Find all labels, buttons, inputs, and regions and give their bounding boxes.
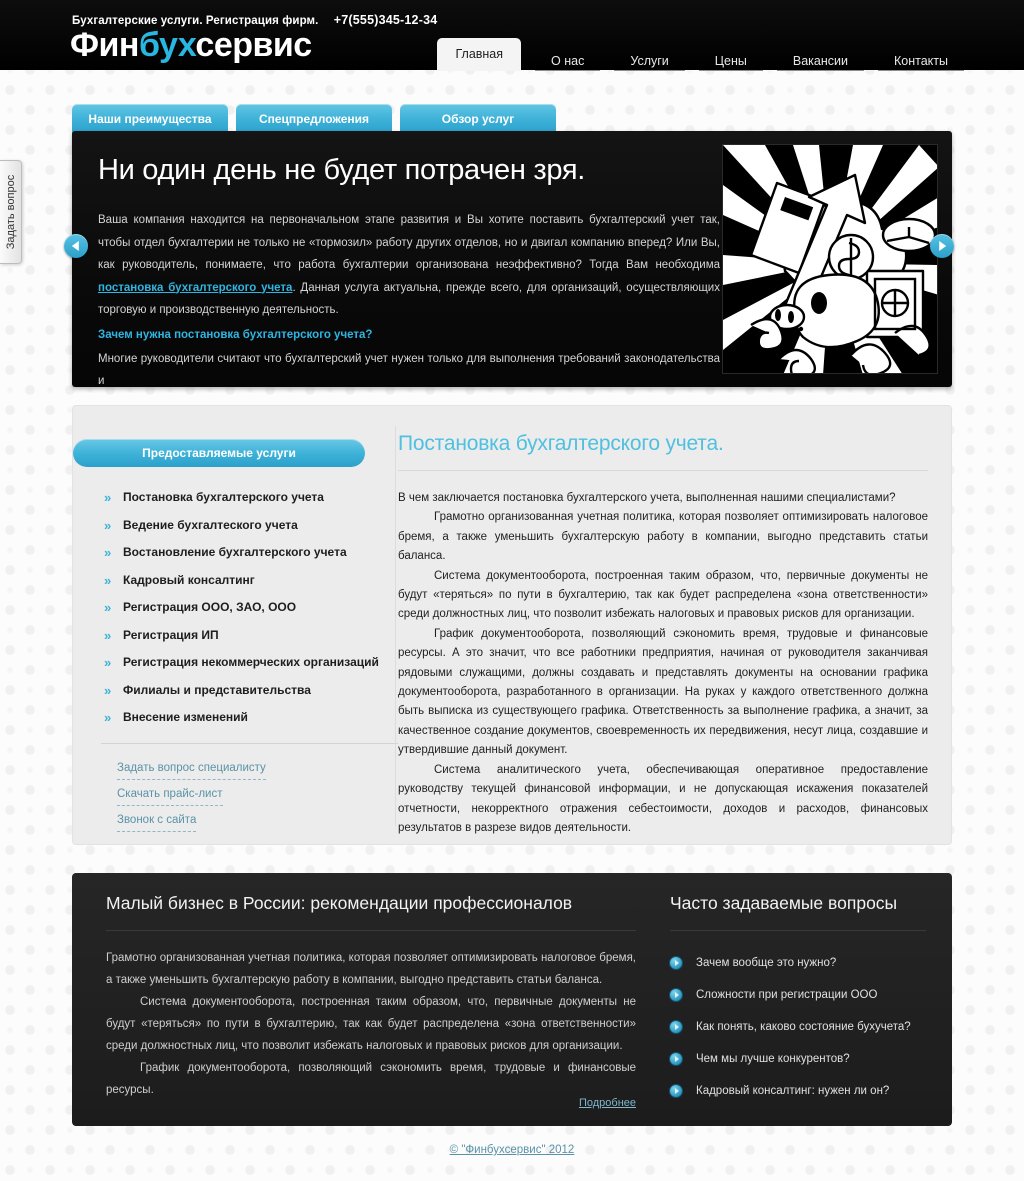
ask-question-side-tab[interactable] (0, 160, 22, 264)
main-navigation[interactable] (437, 38, 964, 71)
site-logo[interactable] (70, 26, 312, 64)
faq-bullet-icon (670, 1021, 682, 1033)
slider-prev-arrow-icon[interactable] (64, 234, 88, 258)
slider-tab-advantages[interactable]: Наши преимущества (72, 104, 228, 134)
hero-title: Ни один день не будет потрачен зря. (98, 154, 586, 186)
service-item[interactable]: » Востановление бухгалтерского учета (101, 539, 401, 567)
small-business-paragraph: Грамотно организованная учетная политика, которая позволяет оптимизировать налоговое бремя, а также уменьшить бухгалтерскую работу в компании, выгодно представить статьи баланса. (106, 952, 636, 986)
article-paragraph: Грамотно организованная учетная политика, которая позволяет оптимизировать налоговое бремя, а также уменьшить бухгалтерскую работу в компании, выгодно представить статьи баланса. (398, 511, 928, 563)
slider-next-arrow-icon[interactable] (930, 234, 954, 258)
small-business-title: Малый бизнес в России: рекомендации профессионалов (106, 893, 636, 931)
nav-item-prices[interactable]: Цены (699, 52, 763, 71)
service-item[interactable]: » Ведение бухгалтеского учета (101, 512, 401, 540)
site-footer (0, 1140, 1024, 1158)
services-list[interactable] (101, 484, 401, 732)
sidebar-links[interactable] (117, 758, 266, 836)
faq-item-label: Кадровый консалтинг: нужен ли он? (696, 1085, 890, 1097)
article-paragraph: Система документооборота, построенная таким образом, что, первичные документы не будут «теряться» по пути в бухгалтерию, так как будет распределена «зона ответственности» среди должностных лиц, что позволит избежать налоговых и правовых рисков для организации. (398, 569, 928, 621)
page-title: Постановка бухгалтерского учета. (398, 432, 928, 471)
faq-list[interactable] (670, 947, 926, 1107)
faq-bullet-icon (670, 989, 682, 1001)
hero-paragraph-2: Многие руководители считают что бухгалтерский учет нужен только для выполнения требований законодательства и (98, 352, 720, 387)
hero-subheading: Зачем нужна постановка бухгалтерского учета? (98, 328, 373, 341)
logo-part-2: бух (138, 26, 196, 64)
slider-tab-bar[interactable] (72, 104, 556, 134)
faq-block (670, 893, 926, 1107)
faq-bullet-icon (670, 957, 682, 969)
service-item[interactable]: » Внесение изменений (101, 704, 401, 732)
sidebar-divider (101, 743, 398, 744)
read-more-wrapper (579, 1093, 636, 1111)
phone-number[interactable]: +7(555)345-12-34 (333, 13, 438, 27)
article-paragraph: В чем заключается постановка бухгалтерского учета, выполненная нашими специалистами? (398, 492, 896, 504)
footer-copyright[interactable]: © "Финбухсервис" 2012 (449, 1144, 575, 1156)
piggy-bank-finance-illustration (723, 145, 938, 374)
faq-item[interactable] (670, 1043, 926, 1075)
faq-item-label: Сложности при регистрации ООО (696, 989, 878, 1001)
link-ask-specialist[interactable]: Задать вопрос специалисту (117, 758, 266, 780)
service-item[interactable]: » Регистрация ООО, ЗАО, ООО (101, 594, 401, 622)
faq-item-label: Как понять, каково состояние бухучета? (696, 1021, 911, 1033)
hero-paragraph (98, 209, 720, 322)
nav-item-about[interactable]: О нас (535, 52, 600, 71)
faq-title: Часто задаваемые вопросы (670, 893, 926, 931)
link-call-from-site[interactable]: Звонок с сайта (117, 810, 196, 832)
small-business-paragraph: График документооборота, позволяющий сэкономить время, трудовые и финансовые ресурсы. (106, 1062, 636, 1096)
faq-item-label: Чем мы лучше конкурентов? (696, 1053, 850, 1065)
faq-item[interactable] (670, 947, 926, 979)
slider-tab-services-overview[interactable]: Обзор услуг (400, 104, 556, 134)
hero-slider (72, 131, 952, 387)
logo-part-1: Фин (70, 26, 139, 64)
content-panel (72, 405, 952, 845)
article-paragraph: График документооборота, позволяющий сэкономить время, трудовые и финансовые ресурсы. А это значит, что все работники предприятия, начиная от руководителя заканчивая рядовыми служащими, должны создавать и представлять документы на основании графика документооборота, разработанного в организации. На руках у каждого ответственного должна быть выписка из существующего графика. Ответственность за выполнение графика, а значит, за качественное создание документов, своевременность их передвижения, несут лица, создавшие и утвердившие данный документ. (398, 627, 928, 757)
faq-bullet-icon (670, 1085, 682, 1097)
header-tagline (72, 13, 437, 27)
article-paragraph: Система аналитического учета, обеспечивающая оперативное предоставление руководству текущей финансовой информации, и не допускающая искажения показателей отчетности, некорректного отражения себестоимости, доходов и расходов, финансовых результатов в разрезе видов деятельности. (398, 763, 928, 834)
hero-inline-link[interactable]: постановка бухгалтерского учета (98, 281, 293, 294)
service-item[interactable]: » Регистрация некоммерческих организаций (101, 649, 401, 677)
service-item[interactable]: » Регистрация ИП (101, 622, 401, 650)
slider-tab-special-offers[interactable]: Спецпредложения (236, 104, 392, 134)
faq-item[interactable] (670, 1075, 926, 1107)
faq-bullet-icon (670, 1053, 682, 1065)
small-business-block (106, 893, 636, 1109)
tagline-text: Бухгалтерские услуги. Регистрация фирм. (72, 15, 319, 27)
hero-text-block (98, 153, 720, 387)
nav-item-services[interactable]: Услуги (614, 52, 684, 71)
nav-item-home[interactable]: Главная (437, 38, 521, 71)
hero-paragraph-part-1: Ваша компания находится на первоначальном этапе развития и Вы хотите поставить бухгалтерский учет так, чтобы отдел бухгалтерии не только не «тормозил» работу других отделов, но и двигал компанию вперед? Или Вы, как руководитель, понимаете, что работа бухгалтерии организована неэффективно? Тогда Вам необходима (98, 214, 720, 271)
faq-item-label: Зачем вообще это нужно? (696, 957, 837, 969)
panel-vertical-divider (395, 426, 396, 826)
service-item[interactable]: » Постановка бухгалтерского учета (101, 484, 401, 512)
site-header (0, 0, 1024, 70)
nav-item-contacts[interactable]: Контакты (878, 52, 964, 71)
faq-item[interactable] (670, 979, 926, 1011)
read-more-link[interactable]: Подробнее (578, 1097, 636, 1109)
service-item[interactable]: » Филиалы и представительства (101, 677, 401, 705)
services-heading: Предоставляемые услуги (73, 439, 365, 467)
logo-part-3: сервис (195, 26, 312, 64)
service-item[interactable]: » Кадровый консалтинг (101, 567, 401, 595)
ask-question-side-tab-label: Задать вопрос (4, 174, 17, 250)
link-download-pricelist[interactable]: Скачать прайс-лист (117, 784, 223, 806)
article (398, 432, 928, 838)
hero-illustration (722, 144, 938, 374)
hero-paragraph-part-2: . Данная услуга актуальна, прежде всего, для организаций, осуществляющих торговую и производственную деятельность. (98, 281, 720, 316)
nav-item-vacancies[interactable]: Вакансии (777, 52, 864, 71)
bottom-dark-section (72, 873, 952, 1126)
small-business-paragraph: Система документооборота, построенная таким образом, что, первичные документы не будут «теряться» по пути в бухгалтерию, так как будет распределена «зона ответственности» среди должностных лиц, что позволит избежать налоговых и правовых рисков для организации. (106, 996, 636, 1052)
faq-item[interactable] (670, 1011, 926, 1043)
